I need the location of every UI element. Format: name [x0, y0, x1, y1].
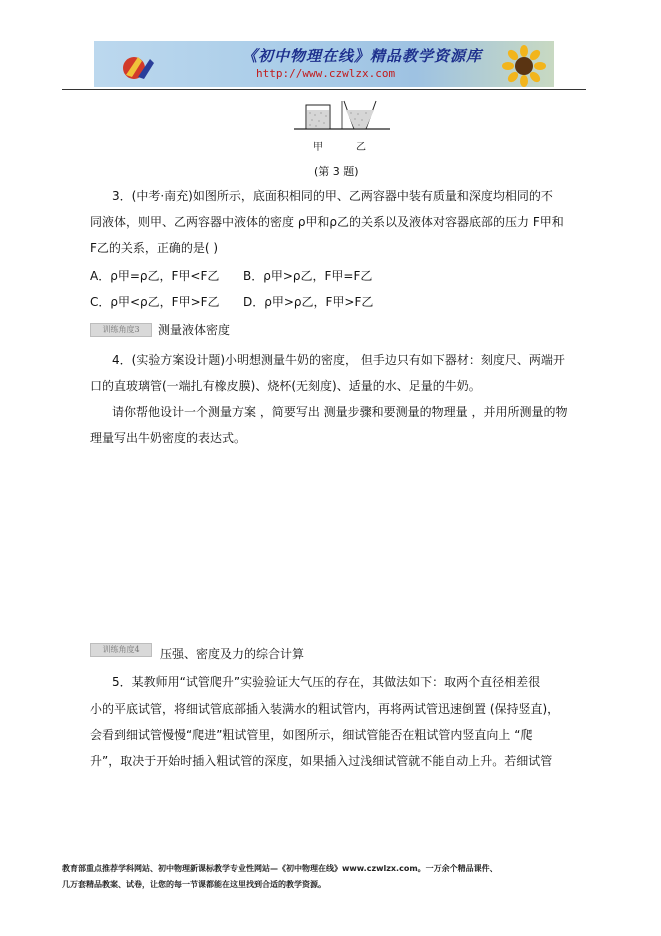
containers-figure — [294, 95, 390, 155]
q4-line1: 4．(实验方案设计题)小明想测量牛奶的密度， 但手边只有如下器材：刻度尺、两端开 — [112, 353, 565, 367]
q4-line2: 口的直玻璃管(一端扎有橡皮膜)、烧杯(无刻度)、适量的水、足量的牛奶。 — [90, 379, 481, 393]
q3-option-c: C．ρ甲<ρ乙，F甲>F乙 — [90, 295, 220, 309]
footer-line2: 几万套精品教案、试卷，让您的每一节课都能在这里找到合适的教学资源。 — [62, 880, 326, 889]
header-banner — [94, 41, 554, 87]
q3-line3: F乙的关系，正确的是( ) — [90, 241, 219, 255]
figure-caption: (第 3 题) — [314, 165, 359, 178]
header-rule — [62, 89, 586, 90]
section1-title: 测量液体密度 — [158, 323, 231, 337]
q3-option-d: D．ρ甲>ρ乙，F甲>F乙 — [243, 295, 374, 309]
section1-tag: 训练角度3 — [90, 323, 152, 337]
container-jia — [306, 105, 330, 129]
q4-line3: 请你帮他设计一个测量方案 ，简要写出 测量步骤和要测量的物理量 ，并用所测量的物 — [112, 405, 568, 419]
label-yi: 乙 — [356, 142, 366, 153]
banner-url[interactable]: http://www.czwlzx.com — [256, 67, 396, 80]
q5-line3: 会看到细试管慢慢“爬进”粗试管里，如图所示，细试管能否在粗试管内竖直向上 “爬 — [90, 728, 533, 742]
footer-line1: 教育部重点推荐学科网站、初中物理新课标教学专业性网站—《初中物理在线》www.czwlzx.com。一万余个精品课件、 — [62, 864, 498, 873]
section2-title: 压强、密度及力的综合计算 — [160, 647, 305, 661]
q4-line4: 理量写出牛奶密度的表达式。 — [90, 431, 247, 445]
q3-line1: 3．(中考·南充)如图所示，底面积相同的甲、乙两容器中装有质量和深度均相同的不 — [112, 189, 553, 203]
q3-option-b: B．ρ甲>ρ乙，F甲=F乙 — [243, 269, 373, 283]
section2-tag: 训练角度4 — [90, 643, 152, 657]
banner-title: 《初中物理在线》精品教学资源库 — [242, 47, 483, 65]
q3-option-a: A．ρ甲=ρ乙，F甲<F乙 — [90, 269, 220, 283]
container-yi — [344, 101, 376, 129]
q3-line2: 同液体，则甲、乙两容器中液体的密度 ρ甲和ρ乙的关系以及液体对容器底部的压力 F甲和 — [90, 215, 564, 229]
q5-line4: 升”，取决于开始时插入粗试管的深度，如果插入过浅细试管就不能自动上升。若细试管 — [90, 754, 553, 768]
q5-line1: 5．某教师用“试管爬升”实验验证大气压的存在，其做法如下：取两个直径相差很 — [112, 675, 541, 689]
q5-line2: 小的平底试管，将细试管底部插入装满水的粗试管内，再将两试管迅速倒置 (保持竖直)， — [90, 702, 560, 716]
sunflower-icon — [502, 45, 546, 87]
logo-icon — [120, 51, 160, 81]
label-jia: 甲 — [313, 142, 323, 153]
